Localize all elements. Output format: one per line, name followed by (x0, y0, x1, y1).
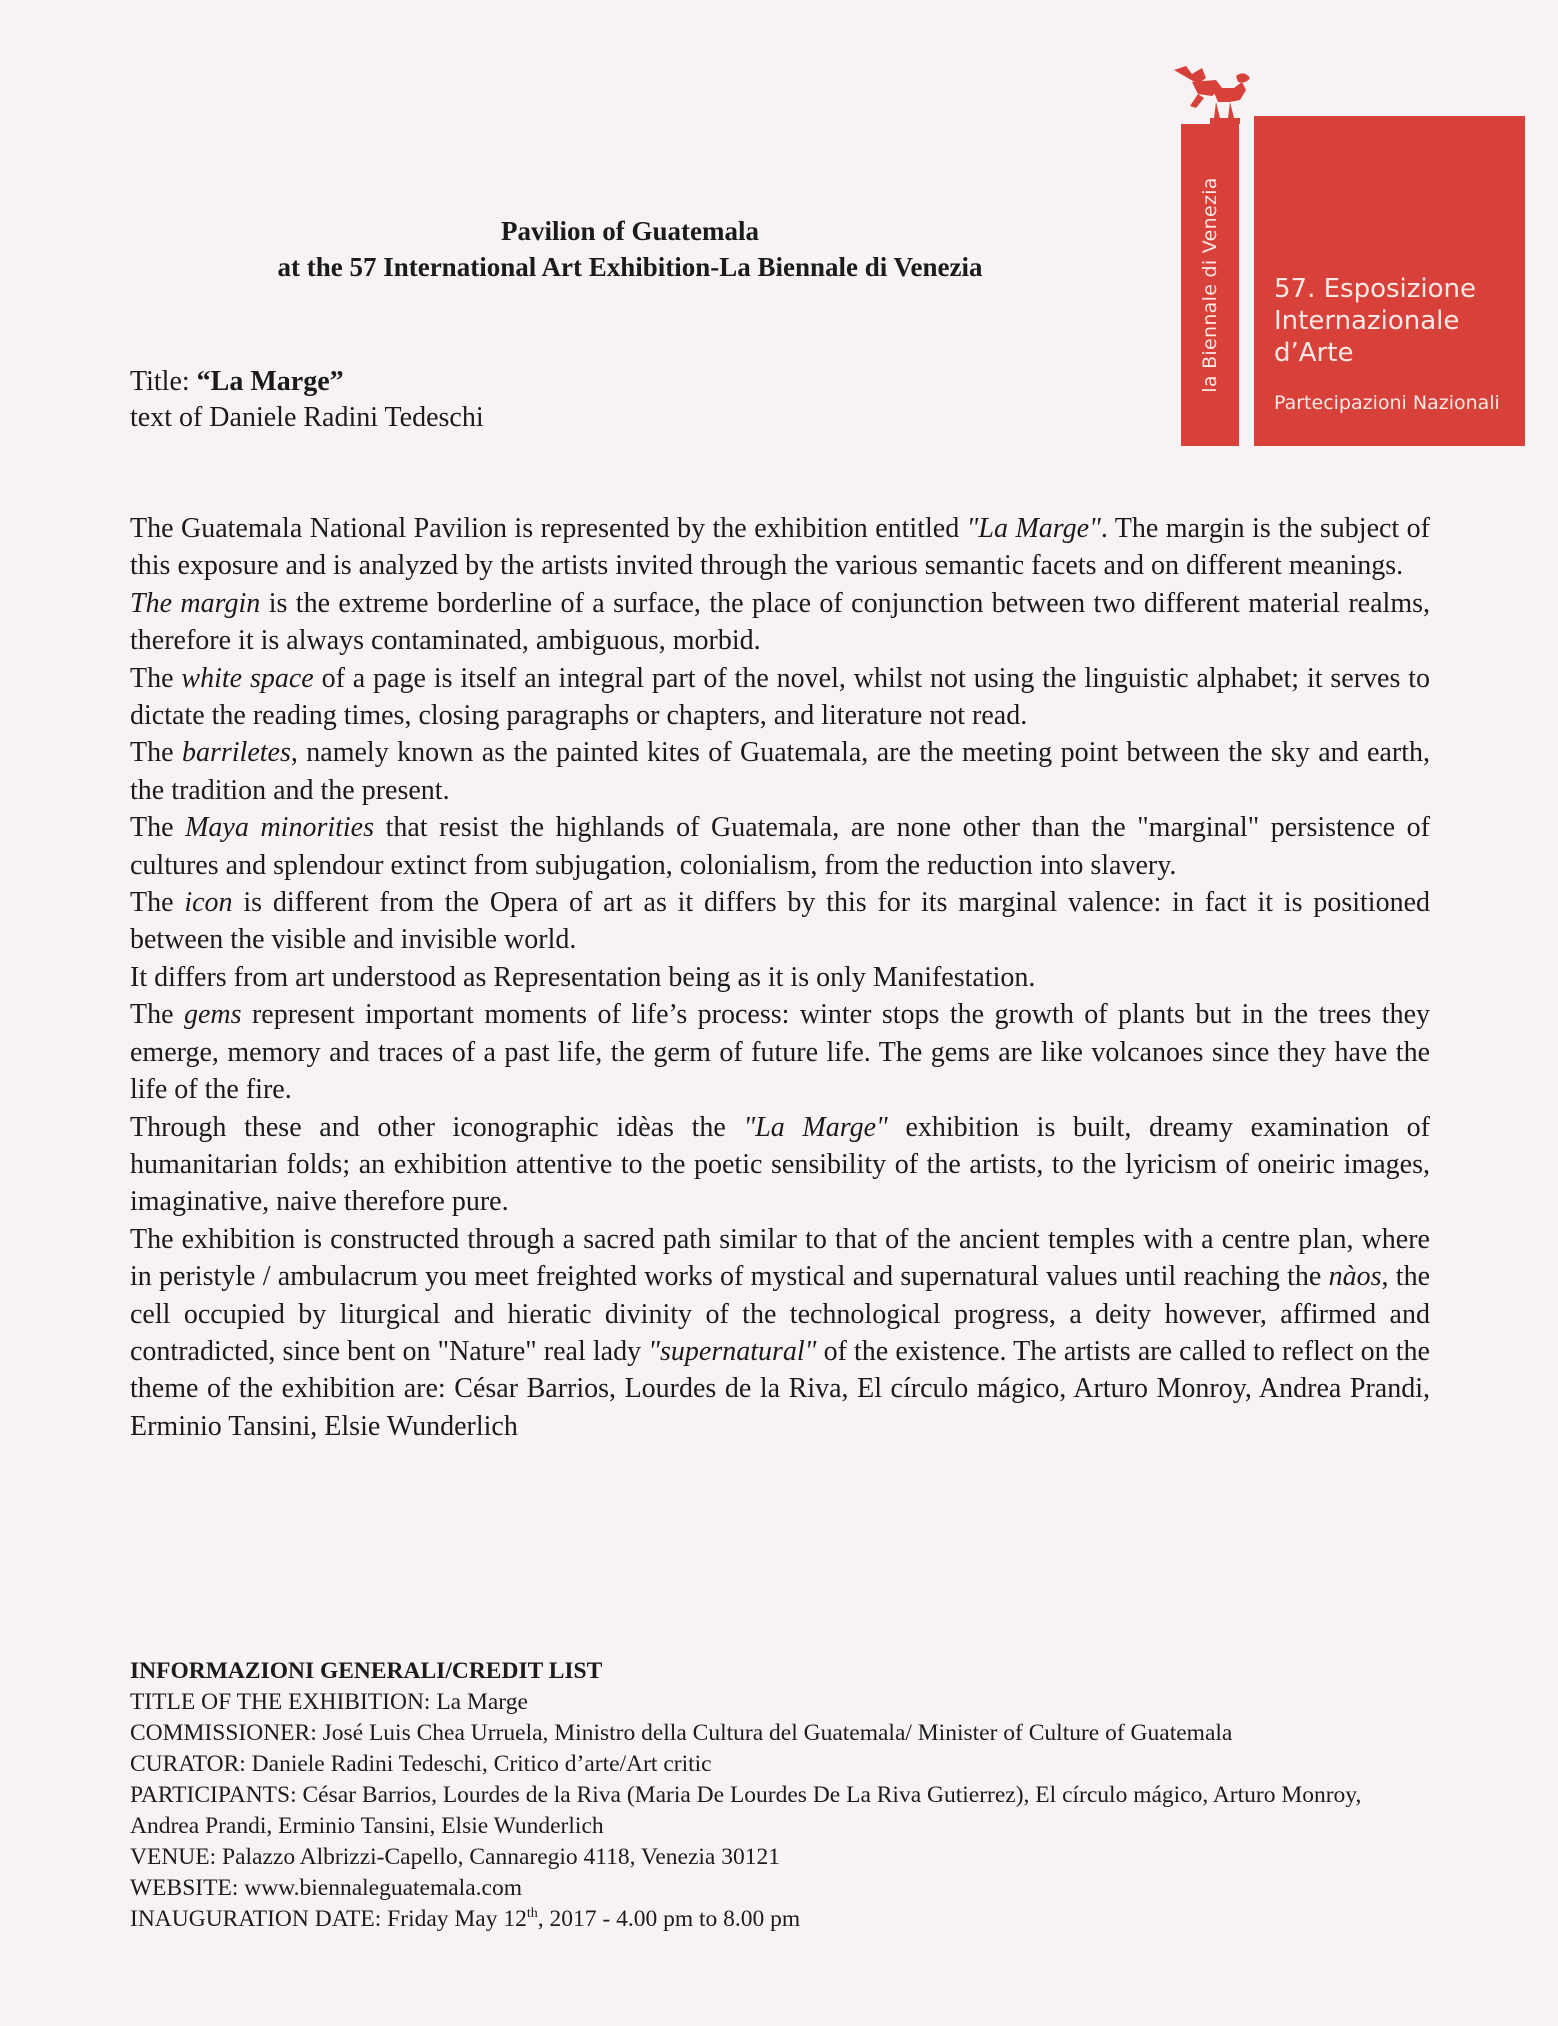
body-text (130, 510, 1430, 1445)
paragraph (130, 734, 1430, 809)
credit-list-heading: INFORMAZIONI GENERALI/CREDIT LIST (130, 1658, 603, 1684)
text-run: that resist the highlands of Guatemala, are none other than the "marginal" persistence of cultures and splendour extinct from subjugation, colonialism, from the reduction into slavery. (130, 812, 1430, 881)
italic-run: barriletes (181, 737, 291, 769)
badge-line-1: 57. Esposizione (1274, 274, 1477, 304)
italic-run: Maya minorities (185, 812, 374, 844)
paragraph (130, 809, 1430, 884)
paragraph (130, 660, 1430, 735)
italic-run: icon (184, 887, 233, 919)
credit-venue: VENUE: Palazzo Albrizzi-Capello, Cannaregio 4118, Venezia 30121 (130, 1844, 780, 1870)
text-run: represent important moments of life’s process: winter stops the growth of plants but in the trees they emerge, memory and traces of a past life, the germ of future life. The gems are like volcanoes since they have the life of the fire. (130, 999, 1431, 1106)
badge-line-4: Partecipazioni Nazionali (1274, 392, 1500, 414)
text-run: Through these and other iconographic idèas the (130, 1111, 744, 1143)
text-run: exhibition is built, dreamy examination of humanitarian folds; an exhibition attentive to the poetic sensibility of the artists, to the lyricism of oneiric images, imaginative, naive therefore pure. (130, 1111, 1430, 1218)
text-run: The Guatemala National Pavilion is represented by the exhibition entitled (130, 513, 967, 544)
text-run: . The margin is the subject of this exposure and is analyzed by the artists invited through the various semantic facets and on different meanings. (130, 513, 1430, 582)
paragraph: It differs from art understood as Representation being as it is only Manifestation. (130, 961, 1036, 993)
inauguration-text: INAUGURATION DATE: Friday May 12 (130, 1906, 527, 1932)
inauguration-sup: th (526, 1906, 538, 1922)
title-value: “La Marge” (196, 366, 344, 397)
biennale-vertical-text: la Biennale di Venezia (1199, 177, 1221, 393)
italic-run: nàos (1328, 1261, 1382, 1293)
italic-run: The margin (130, 587, 261, 619)
paragraph (130, 510, 1430, 585)
document-title (130, 364, 344, 400)
text-run: The (130, 999, 184, 1031)
text-run: , namely known as the painted kites of Guatemala, are the meeting point between the sky and earth, the tradition and the present. (130, 737, 1431, 806)
badge-line-3: d’Arte (1274, 338, 1354, 368)
text-run: The (130, 812, 186, 844)
document-author: text of Daniele Radini Tedeschi (130, 402, 484, 433)
credit-website: WEBSITE: www.biennaleguatemala.com (130, 1875, 522, 1901)
credit-inauguration (130, 1904, 1510, 1935)
text-run: The (130, 662, 182, 694)
text-run: The (130, 737, 182, 769)
credit-list (130, 1656, 1510, 1935)
credit-curator: CURATOR: Daniele Radini Tedeschi, Critico d’arte/Art critic (130, 1751, 712, 1777)
biennale-vertical-bar (1181, 124, 1239, 446)
document-heading-line-2: at the 57 International Art Exhibition-La Biennale di Venezia (277, 252, 983, 282)
inauguration-text-end: , 2017 - 4.00 pm to 8.00 pm (537, 1906, 801, 1932)
paragraph (130, 1109, 1430, 1221)
paragraph (130, 884, 1430, 959)
text-run: is the extreme borderline of a surface, the place of conjunction between two different material realms, therefore it is always contaminated, ambiguous, morbid. (130, 587, 1430, 657)
italic-run: "La Marge" (966, 513, 1101, 544)
exhibition-badge (1254, 116, 1525, 446)
text-run: of a page is itself an integral part of the novel, whilst not using the linguistic alphabet; it serves to dictate the reading times, closing paragraphs or chapters, and literature not read. (130, 662, 1431, 732)
italic-run: "supernatural" (648, 1335, 817, 1367)
credit-participants: PARTICIPANTS: César Barrios, Lourdes de la Riva (Maria De Lourdes De La Riva Gutierrez), El círculo mágico, Arturo Monroy, Andrea Prandi, Erminio Tansini, Elsie Wunderlich (130, 1782, 1362, 1839)
text-run: is different from the Opera of art as it differs by this for its marginal valence: in fact it is positioned between the visible and invisible world. (130, 887, 1430, 956)
document-heading-line-1: Pavilion of Guatemala (501, 216, 759, 246)
title-label: Title: (130, 366, 197, 397)
text-run: , the cell occupied by liturgical and hieratic divinity of the technological progress, a deity however, affirmed and contradicted, since bent on "Nature" real lady (130, 1261, 1430, 1367)
text-run: The (130, 887, 185, 919)
credit-commissioner: COMMISSIONER: José Luis Chea Urruela, Ministro della Cultura del Guatemala/ Minister of Culture of Guatemala (130, 1720, 1233, 1746)
paragraph (130, 585, 1430, 660)
paragraph (130, 1221, 1430, 1445)
italic-run: gems (183, 999, 242, 1031)
biennale-logo (1172, 62, 1530, 414)
paragraph (130, 996, 1430, 1108)
text-run: of the existence. The artists are called to reflect on the theme of the exhibition are: César Barrios, Lourdes de la Riva, El círculo mágico, Arturo Monroy, Andrea Prandi, Erminio Tansini, Elsie Wunderlich (130, 1335, 1430, 1442)
italic-run: "La Marge" (743, 1111, 888, 1143)
text-run: The exhibition is constructed through a sacred path similar to that of the ancient temples with a centre plan, where in peristyle / ambulacrum you meet freighted works of mystical and supernatural values until reaching the (130, 1223, 1430, 1293)
italic-run: white space (181, 662, 314, 694)
credit-title: TITLE OF THE EXHIBITION: La Marge (130, 1689, 528, 1715)
badge-line-2: Internazionale (1274, 306, 1460, 336)
